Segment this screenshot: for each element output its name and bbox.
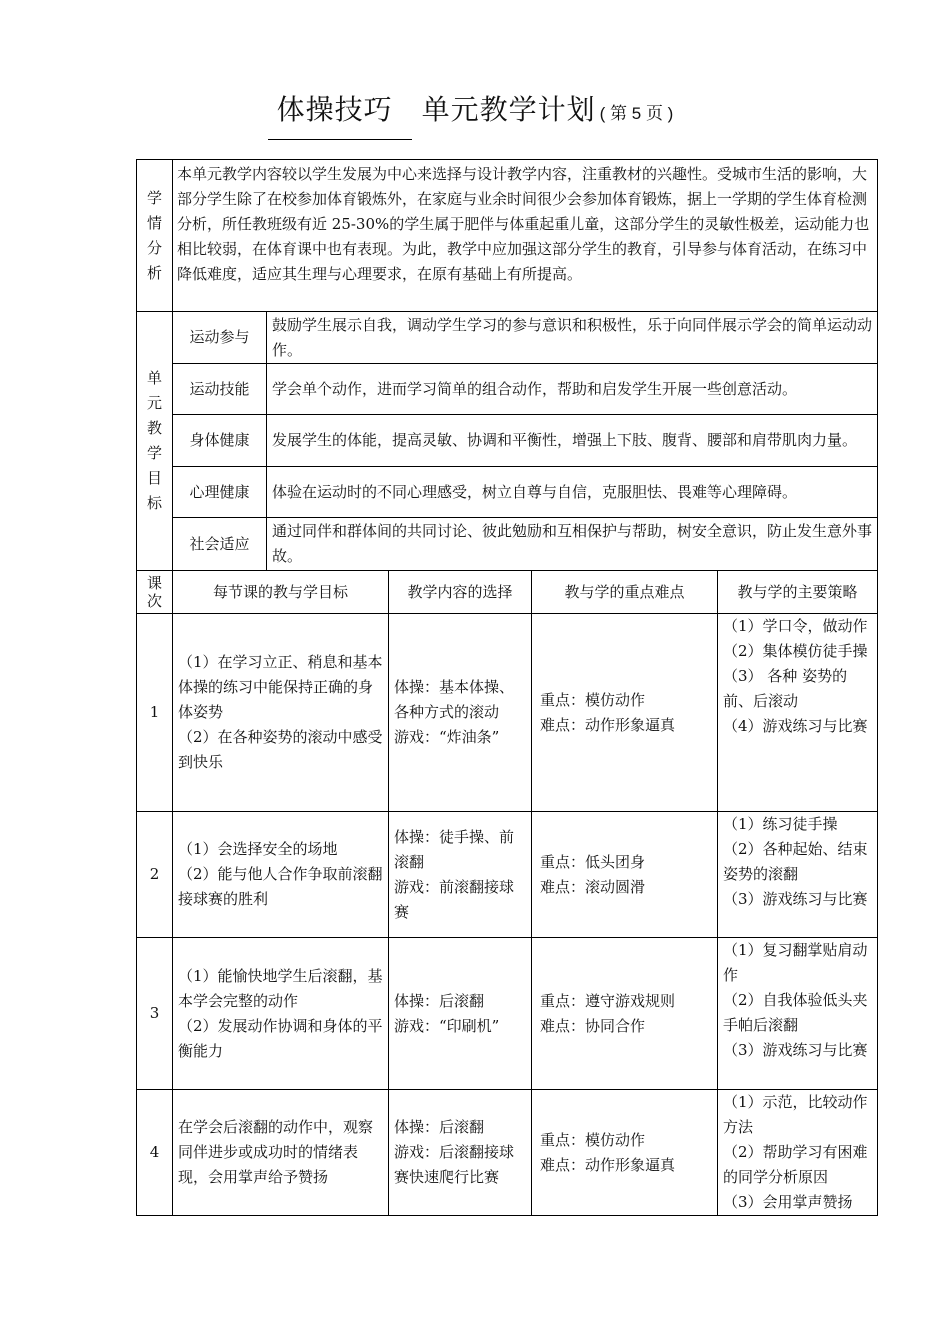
unit-goal-row <box>137 467 878 518</box>
lesson-goals: （1）在学习立正、稍息和基本体操的练习中能保持正确的身体姿势 （2）在各种姿势的滚动中感受到快乐 <box>173 614 389 812</box>
goal-text: 通过同伴和群体间的共同讨论、彼此勉励和互相保护与帮助，树安全意识，防止发生意外事故。 <box>267 518 878 571</box>
unit-goal-row <box>137 364 878 415</box>
title-underline <box>268 139 412 140</box>
header-strategy: 教与学的主要策略 <box>718 571 878 614</box>
unit-goal-row <box>137 312 878 364</box>
goal-text: 发展学生的体能，提高灵敏、协调和平衡性，增强上下肢、腹背、腰部和肩带肌肉力量。 <box>267 415 878 467</box>
student-analysis-text: 本单元教学内容较以学生发展为中心来选择与设计教学内容，注重教材的兴趣性。受城市生活的影响，大部分学生除了在校参加体育锻炼外，在家庭与业余时间很少会参加体育锻炼，据上一学期的学生体育检测分析，所任教班级有近 25-30%的学生属于肥伴与体重起重儿童，这部分学生的灵敏性极差，运动能力也相比较弱，在体育课中也有表现。为此，教学中应加强这部分学生的教育，引导参与体育活动，在练习中降低难度，适应其生理与心理要求，在原有基础上有所提高。 <box>173 160 878 312</box>
header-goal: 每节课的教与学目标 <box>173 571 389 614</box>
title-main: 体操技巧 单元教学计划 <box>276 93 596 126</box>
header-content: 教学内容的选择 <box>389 571 532 614</box>
lesson-num: 3 <box>137 938 173 1090</box>
document-title <box>0 88 950 128</box>
lesson-content: 体操：基本体操、各种方式的滚动 游戏：“炸油条” <box>389 614 532 812</box>
lesson-strategy: （1）复习翻掌贴肩动作 （2）自我体验低头夹手帕后滚翻 （3）游戏练习与比赛 <box>718 938 878 1090</box>
lesson-header-row <box>137 571 878 614</box>
unit-plan-table <box>136 159 878 1216</box>
lesson-focus: 重点：模仿动作 难点：动作形象逼真 <box>532 1090 718 1216</box>
lesson-goals: （1）会选择安全的场地 （2）能与他人合作争取前滚翻接球赛的胜利 <box>173 812 389 938</box>
unit-goal-row <box>137 415 878 467</box>
header-lesson-num: 课 次 <box>137 571 173 614</box>
goal-name: 运动参与 <box>173 312 267 364</box>
lesson-strategy: （1）练习徒手操 （2）各种起始、结束姿势的滚翻 （3）游戏练习与比赛 <box>718 812 878 938</box>
header-focus: 教与学的重点难点 <box>532 571 718 614</box>
goal-name: 心理健康 <box>173 467 267 518</box>
lesson-num: 2 <box>137 812 173 938</box>
lesson-content: 体操：后滚翻 游戏：“印刷机” <box>389 938 532 1090</box>
lesson-strategy: （1）学口令，做动作 （2）集体模仿徒手操 （3） 各种 姿势的前、后滚动 （4）游戏练习与比赛 <box>718 614 878 812</box>
student-analysis-row <box>137 160 878 312</box>
lesson-focus: 重点：模仿动作 难点：动作形象逼真 <box>532 614 718 812</box>
lesson-focus: 重点：低头团身 难点：滚动圆滑 <box>532 812 718 938</box>
lesson-focus: 重点：遵守游戏规则 难点：协同合作 <box>532 938 718 1090</box>
goal-text: 学会单个动作，进而学习简单的组合动作，帮助和启发学生开展一些创意活动。 <box>267 364 878 415</box>
student-analysis-label: 学 情 分 析 <box>137 160 173 312</box>
lesson-content: 体操：后滚翻 游戏：后滚翻接球赛快速爬行比赛 <box>389 1090 532 1216</box>
unit-goal-row <box>137 518 878 571</box>
unit-goals-label: 单 元 教 学 目 标 <box>137 312 173 571</box>
lesson-row <box>137 938 878 1090</box>
goal-name: 运动技能 <box>173 364 267 415</box>
lesson-goals: 在学会后滚翻的动作中，观察同伴进步或成功时的情绪表现，会用掌声给予赞扬 <box>173 1090 389 1216</box>
lesson-row <box>137 614 878 812</box>
goal-text: 鼓励学生展示自我，调动学生学习的参与意识和积极性，乐于向同伴展示学会的简单运动动作。 <box>267 312 878 364</box>
page-number: ( 第 5 页 ) <box>599 104 674 123</box>
lesson-row <box>137 812 878 938</box>
lesson-num: 4 <box>137 1090 173 1216</box>
lesson-strategy: （1）示范，比较动作方法 （2）帮助学习有困难的同学分析原因 （3）会用掌声赞扬 <box>718 1090 878 1216</box>
lesson-content: 体操：徒手操、前滚翻 游戏：前滚翻接球赛 <box>389 812 532 938</box>
goal-text: 体验在运动时的不同心理感受，树立自尊与自信，克服胆怯、畏难等心理障碍。 <box>267 467 878 518</box>
lesson-num: 1 <box>137 614 173 812</box>
goal-name: 社会适应 <box>173 518 267 571</box>
lesson-row <box>137 1090 878 1216</box>
lesson-goals: （1）能愉快地学生后滚翻，基本学会完整的动作 （2）发展动作协调和身体的平衡能力 <box>173 938 389 1090</box>
goal-name: 身体健康 <box>173 415 267 467</box>
